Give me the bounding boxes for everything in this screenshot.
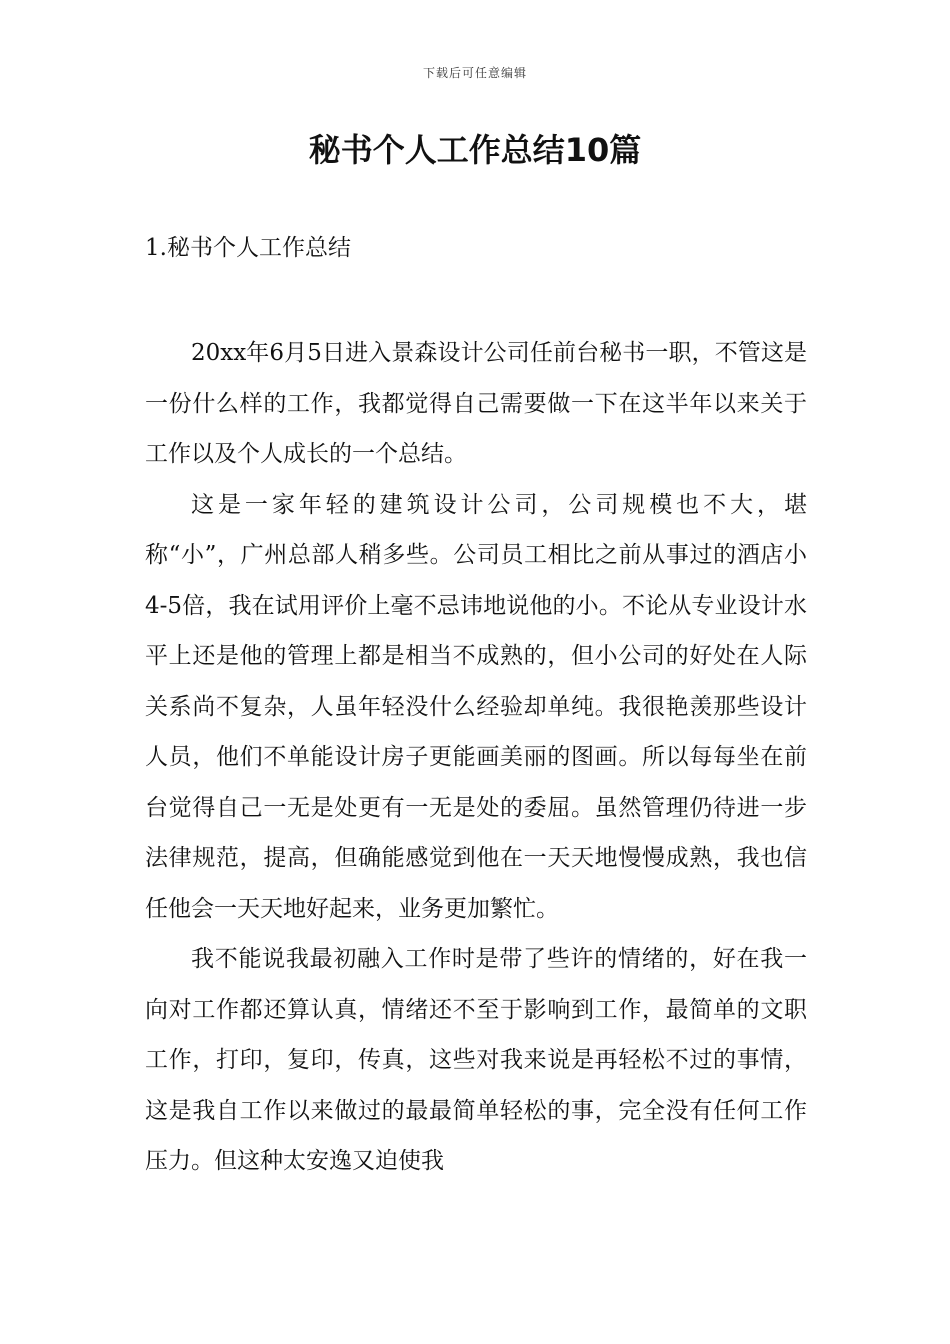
paragraph: 20xx年6月5日进入景森设计公司任前台秘书一职，不管这是一份什么样的工作，我都觉得自己需要做一下在这半年以来关于工作以及个人成长的一个总结。 (145, 340, 807, 467)
paragraph: 我不能说我最初融入工作时是带了些许的情绪的，好在我一向对工作都还算认真，情绪还不至于影响到工作，最简单的文职工作，打印，复印，传真，这些对我来说是再轻松不过的事情，这是我自工作以来做过的最最简单轻松的事，完全没有任何工作压力。但这种太安逸又迫使我 (145, 946, 807, 1174)
section-heading: 1.秘书个人工作总结 (145, 235, 351, 261)
header-note: 下载后可任意编辑 (422, 66, 527, 80)
paragraph: 这是一家年轻的建筑设计公司，公司规模也不大，堪称“小”，广州总部人稍多些。公司员工相比之前从事过的酒店小4-5倍，我在试用评价上毫不忌讳地说他的小。不论从专业设计水平上还是他的管理上都是相当不成熟的，但小公司的好处在人际关系尚不复杂，人虽年轻没什么经验却单纯。我很艳羡那些设计人员，他们不单能设计房子更能画美丽的图画。所以每每坐在前台觉得自己一无是处更有一无是处的委屈。虽然管理仍待进一步法律规范，提高，但确能感觉到他在一天天地慢慢成熟，我也信任他会一天天地好起来，业务更加繁忙。 (145, 491, 807, 922)
document-title: 秘书个人工作总结10篇 (308, 131, 642, 169)
body-text (145, 328, 807, 1187)
